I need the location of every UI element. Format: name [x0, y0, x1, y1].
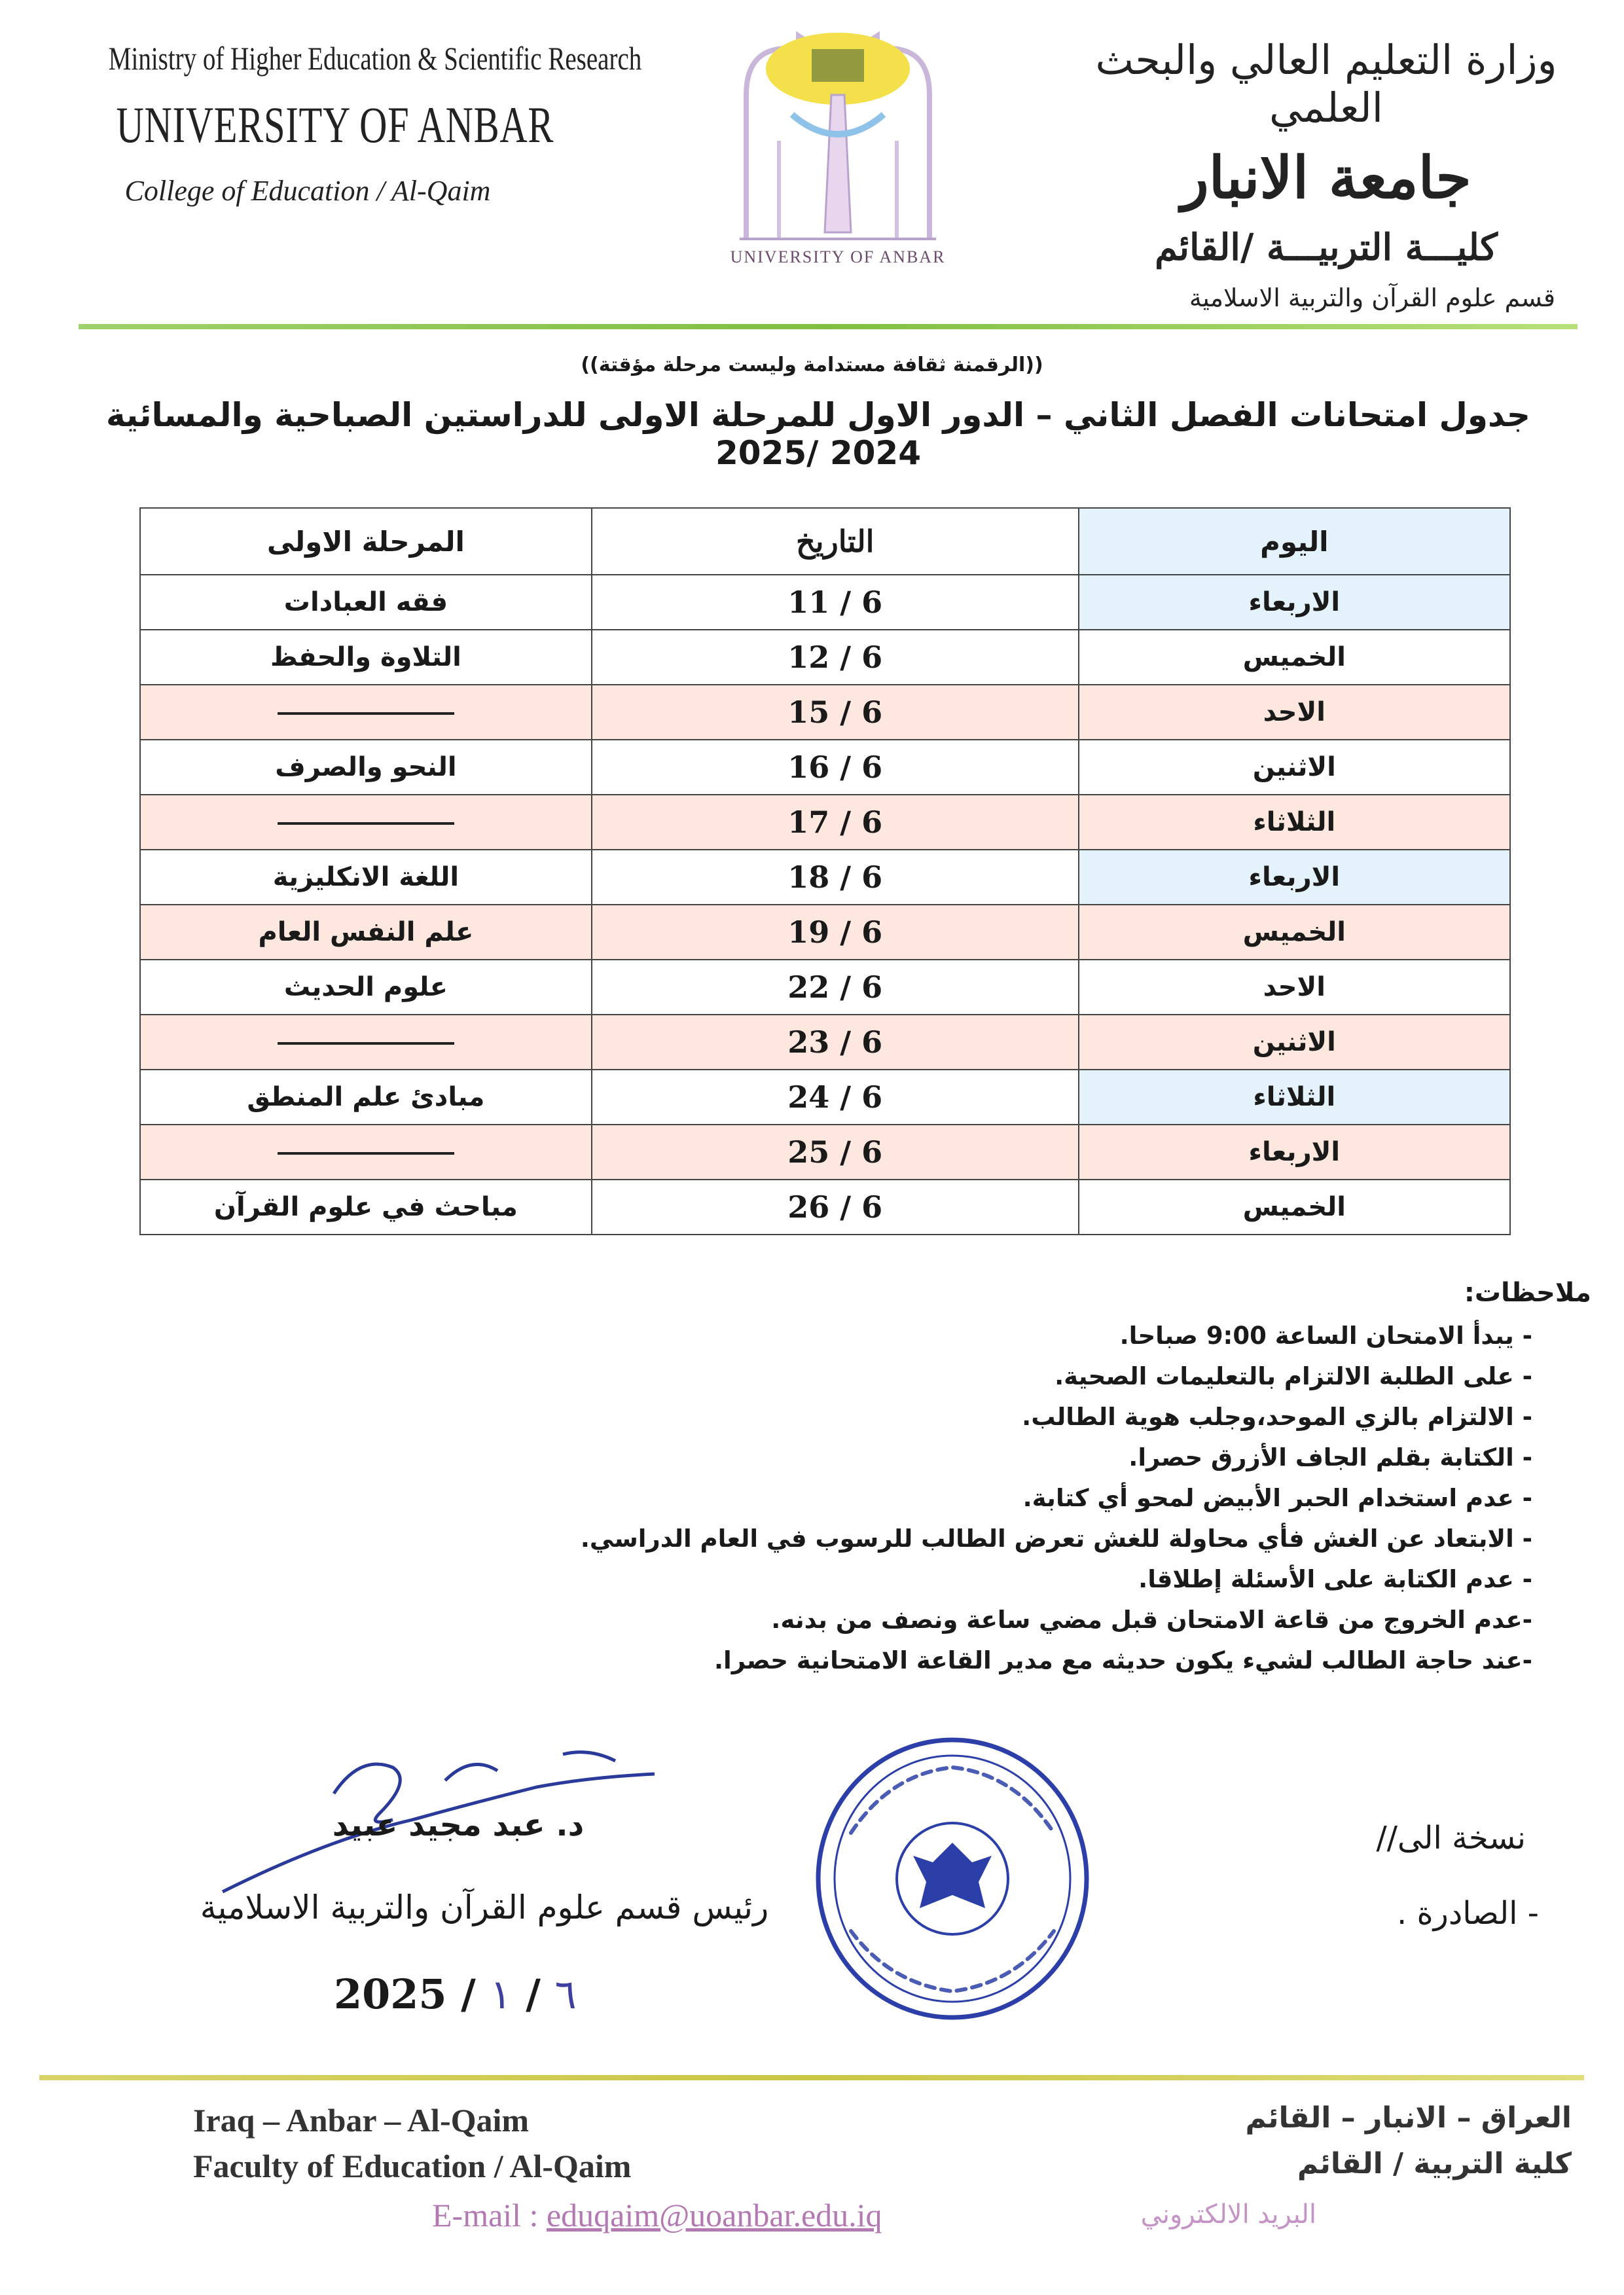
note-item: - عدم الكتابة على الأسئلة إطلاقا.	[1138, 1565, 1532, 1593]
page-title: جدول امتحانات الفصل الثاني – الدور الاول للمرحلة الاولى للدراستين الصباحية والمسائية 2024 /2025	[106, 396, 1530, 472]
header-date: التاريخ	[592, 508, 1079, 575]
row-date: 6 / 11	[592, 575, 1079, 630]
table-row	[140, 1015, 1510, 1070]
ministry-name-ar: وزارة التعليم العالي والبحث العلمي	[1095, 36, 1557, 132]
row-date: 6 / 25	[592, 1125, 1079, 1180]
exam-schedule-table	[139, 507, 1511, 1235]
row-date: 6 / 15	[592, 685, 1079, 740]
note-item: -عند حاجة الطالب لشيء يكون حديثه مع مدير القاعة الامتحانية حصرا.	[713, 1646, 1532, 1674]
row-subject: فقه العبادات	[140, 575, 592, 630]
header-stage: المرحلة الاولى	[140, 508, 592, 575]
row-date: 6 / 24	[592, 1070, 1079, 1125]
row-day: الثلاثاء	[1079, 795, 1510, 850]
footer-email	[432, 2196, 882, 2234]
college-name-ar: كليـــة التربيـــة /القائم	[1155, 226, 1498, 269]
university-name-en: UNIVERSITY OF ANBAR	[116, 96, 554, 153]
footer-address-ar: العراق – الانبار – القائم	[1245, 2101, 1572, 2135]
signatory-title: رئيس قسم علوم القرآن والتربية الاسلامية	[200, 1888, 769, 1926]
header-english	[52, 39, 642, 208]
row-date: 6 / 22	[592, 960, 1079, 1015]
notes-list	[289, 1316, 1532, 1681]
table-row	[140, 1070, 1510, 1125]
row-subject-empty	[140, 795, 592, 850]
table-row	[140, 1180, 1510, 1235]
header-divider	[79, 324, 1578, 329]
row-subject-empty	[140, 1125, 592, 1180]
university-logo	[720, 23, 956, 272]
notes-heading: ملاحظات:	[1464, 1278, 1591, 1308]
no-exam-dash	[278, 712, 454, 715]
college-name-en: College of Education / Al-Qaim	[124, 175, 491, 207]
row-subject: التلاوة والحفظ	[140, 630, 592, 685]
row-subject: النحو والصرف	[140, 740, 592, 795]
table-row	[140, 630, 1510, 685]
row-day: الخميس	[1079, 905, 1510, 960]
row-date: 6 / 12	[592, 630, 1079, 685]
header-day: اليوم	[1079, 508, 1510, 575]
header-arabic	[1077, 36, 1575, 312]
table-row	[140, 575, 1510, 630]
footer-faculty-en: Faculty of Education / Al-Qaim	[193, 2148, 632, 2184]
note-item: - الابتعاد عن الغش فأي محاولة للغش تعرض الطالب للرسوب في العام الدراسي.	[580, 1525, 1532, 1553]
row-day: الخميس	[1079, 1180, 1510, 1235]
table-row	[140, 1125, 1510, 1180]
row-subject: اللغة الانكليزية	[140, 850, 592, 905]
row-subject-empty	[140, 1015, 592, 1070]
email-link[interactable]: eduqaim@uoanbar.edu.iq	[546, 2197, 882, 2233]
signatory-name: د. عبد مجيد عبيد	[332, 1807, 585, 1843]
ministry-name-en: Ministry of Higher Education & Scientific Research	[108, 40, 642, 77]
department-name-ar: قسم علوم القرآن والتربية الاسلامية	[1189, 283, 1555, 312]
table-row	[140, 740, 1510, 795]
table-row	[140, 685, 1510, 740]
official-stamp	[812, 1735, 1093, 2023]
row-subject-empty	[140, 685, 592, 740]
no-exam-dash	[278, 822, 454, 825]
note-item: - يبدأ الامتحان الساعة 9:00 صباحا.	[1119, 1322, 1532, 1350]
row-date: 6 / 26	[592, 1180, 1079, 1235]
university-name-ar: جامعة الانبار	[1181, 143, 1471, 211]
no-exam-dash	[278, 1152, 454, 1155]
note-item: - الكتابة بقلم الجاف الأزرق حصرا.	[1128, 1443, 1532, 1472]
footer-address-en: Iraq – Anbar – Al-Qaim	[193, 2102, 530, 2139]
table-row	[140, 960, 1510, 1015]
no-exam-dash	[278, 1042, 454, 1045]
email-label: E-mail :	[432, 2197, 539, 2233]
note-item: - عدم استخدام الحبر الأبيض لمحو أي كتابة.	[1022, 1484, 1532, 1512]
footer-divider	[39, 2075, 1584, 2080]
footer-email-label-ar: البريد الالكتروني	[1140, 2199, 1316, 2230]
table-row	[140, 905, 1510, 960]
note-item: - الالتزام بالزي الموحد،وجلب هوية الطالب.	[1022, 1403, 1532, 1431]
row-day: الثلاثاء	[1079, 1070, 1510, 1125]
table-row	[140, 850, 1510, 905]
logo-caption: UNIVERSITY OF ANBAR	[730, 247, 946, 266]
table-row	[140, 795, 1510, 850]
row-day: الاربعاء	[1079, 850, 1510, 905]
row-subject: علم النفس العام	[140, 905, 592, 960]
row-subject: مبادئ علم المنطق	[140, 1070, 592, 1125]
note-item: - على الطلبة الالتزام بالتعليمات الصحية.	[1055, 1362, 1532, 1390]
date-year: 2025	[334, 1970, 447, 2018]
date-month: ٦	[554, 1970, 577, 2018]
row-date: 6 / 19	[592, 905, 1079, 960]
signature-date: 2025 / ٦ / ١	[334, 1970, 577, 2018]
table-header-row	[140, 508, 1510, 575]
row-subject: مباحث في علوم القرآن	[140, 1180, 592, 1235]
row-date: 6 / 23	[592, 1015, 1079, 1070]
slogan: ((الرقمنة ثقافة مستدامة وليست مرحلة مؤقتة))	[581, 353, 1043, 376]
note-item: -عدم الخروج من قاعة الامتحان قبل مضي ساعة ونصف من بدنه.	[771, 1606, 1532, 1634]
row-date: 6 / 17	[592, 795, 1079, 850]
row-day: الاثنين	[1079, 740, 1510, 795]
date-day: ١	[490, 1970, 512, 2018]
row-day: الاحد	[1079, 960, 1510, 1015]
row-subject: علوم الحديث	[140, 960, 592, 1015]
copy-to-label: نسخة الى//	[1376, 1820, 1526, 1856]
row-day: الاحد	[1079, 685, 1510, 740]
row-date: 6 / 18	[592, 850, 1079, 905]
row-day: الخميس	[1079, 630, 1510, 685]
row-day: الاربعاء	[1079, 1125, 1510, 1180]
row-day: الاربعاء	[1079, 575, 1510, 630]
footer-faculty-ar: كلية التربية / القائم	[1297, 2147, 1572, 2180]
row-date: 6 / 16	[592, 740, 1079, 795]
row-day: الاثنين	[1079, 1015, 1510, 1070]
copy-to-item: - الصادرة .	[1396, 1895, 1539, 1932]
